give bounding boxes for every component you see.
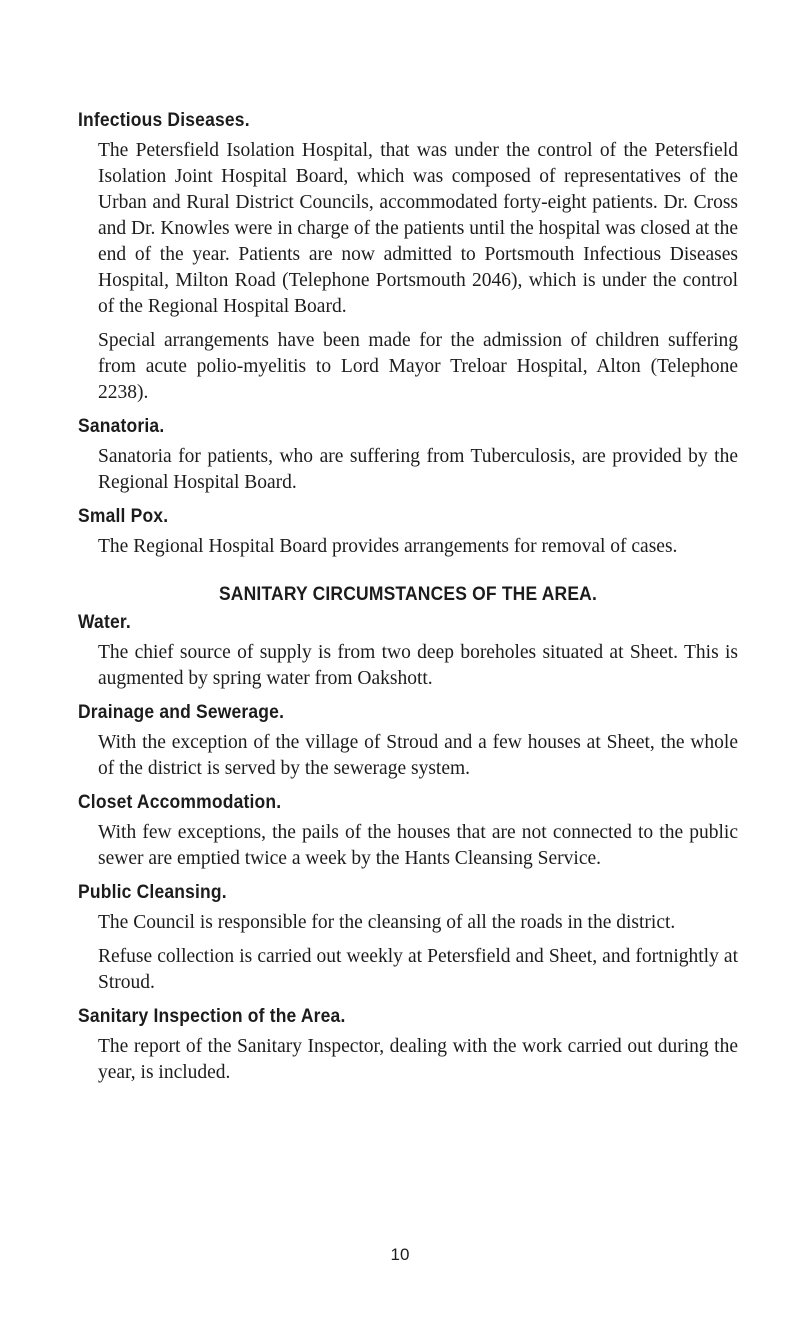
paragraph: Sanatoria for patients, who are suffering from Tuberculosis, are provided by the Regional Hospital Board.: [98, 446, 738, 493]
paragraph: The Petersfield Isolation Hospital, that was under the control of the Petersfield Isolation Joint Hospital Board, which was composed of representatives of the Urban and Rural District Councils, accommodated forty-eight patients. Dr. Cross and Dr. Knowles were in charge of the patients until the hospital was closed at the end of the year. Patients are now admitted to Portsmouth Infectious Diseases Hospital, Milton Road (Telephone Portsmouth 2046), which is under the control of the Regional Hospital Board.: [98, 140, 738, 317]
section-public-cleansing: [78, 882, 738, 996]
paragraph: Refuse collection is carried out weekly at Petersfield and Sheet, and fortnightly at Stroud.: [98, 946, 738, 993]
paragraph: Special arrangements have been made for the admission of children suffering from acute polio-myelitis to Lord Mayor Treloar Hospital, Alton (Telephone 2238).: [98, 330, 738, 403]
paragraph: With the exception of the village of Stroud and a few houses at Sheet, the whole of the district is served by the sewerage system.: [98, 732, 738, 779]
paragraph: The report of the Sanitary Inspector, dealing with the work carried out during the year, is included.: [98, 1036, 738, 1083]
section-closet-accommodation: [78, 792, 738, 872]
paragraph: The Regional Hospital Board provides arrangements for removal of cases.: [98, 536, 678, 557]
main-heading: SANITARY CIRCUMSTANCES OF THE AREA.: [218, 584, 598, 605]
paragraph: The chief source of supply is from two deep boreholes situated at Sheet. This is augmented by spring water from Oakshott.: [98, 642, 738, 689]
section-drainage-sewerage: [78, 702, 738, 782]
section-heading: Infectious Diseases.: [78, 110, 250, 131]
paragraph: With few exceptions, the pails of the houses that are not connected to the public sewer are emptied twice a week by the Hants Cleansing Service.: [98, 822, 738, 869]
section-heading: Sanatoria.: [78, 416, 165, 437]
section-sanitary-inspection: [78, 1006, 738, 1086]
page-content: [78, 110, 738, 1096]
section-heading: Small Pox.: [78, 506, 169, 527]
section-heading: Sanitary Inspection of the Area.: [78, 1006, 346, 1027]
paragraph: The Council is responsible for the cleansing of all the roads in the district.: [98, 912, 676, 933]
section-infectious-diseases: [78, 110, 738, 406]
section-small-pox: [78, 506, 738, 560]
section-sanatoria: [78, 416, 738, 496]
section-heading: Drainage and Sewerage.: [78, 702, 285, 723]
section-heading: Closet Accommodation.: [78, 792, 282, 813]
page-number: 10: [390, 1245, 410, 1264]
section-water: [78, 612, 738, 692]
section-heading: Water.: [78, 612, 131, 633]
section-heading: Public Cleansing.: [78, 882, 227, 903]
